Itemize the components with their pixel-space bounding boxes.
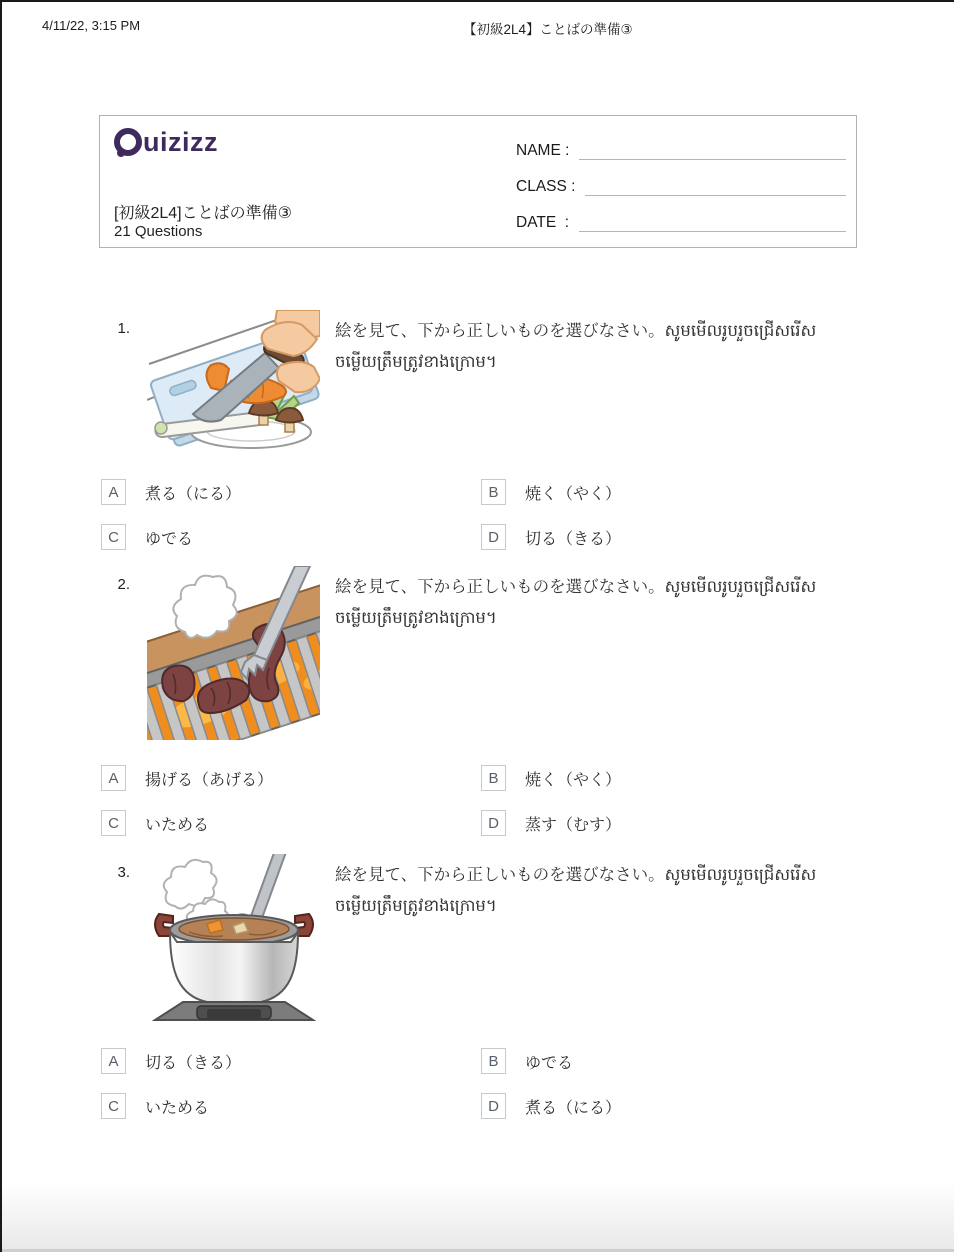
grill-illustration	[147, 566, 320, 745]
field-row-class	[516, 174, 846, 196]
option-label: 切る（きる）	[525, 530, 622, 548]
option-a	[101, 479, 481, 505]
option-letter-box: A	[101, 1048, 126, 1074]
option-label: 揚げる（あげる）	[145, 771, 274, 789]
class-field-underline	[585, 177, 846, 196]
print-timestamp: 4/11/22, 3:15 PM	[42, 18, 141, 33]
option-d	[481, 810, 851, 836]
name-field-label: NAME :	[516, 142, 570, 159]
question-number: 3.	[117, 864, 130, 881]
option-c	[101, 524, 481, 550]
option-d	[481, 1093, 851, 1119]
option-b	[481, 765, 851, 791]
question-prompt: 絵を見て、下から正しいものを選びなさい。សូមមើលរូបរួចជ្រើសរើសចម្លើយត្រឹមត្រូវខាងក្រោម។	[335, 578, 817, 627]
question-2	[2, 564, 954, 852]
option-label: 煮る（にる）	[525, 1099, 622, 1117]
question-count: 21 Questions	[114, 223, 203, 240]
option-letter-box: D	[481, 1093, 506, 1119]
option-letter-box: B	[481, 479, 506, 505]
field-row-name	[516, 138, 846, 160]
option-b	[481, 479, 851, 505]
name-field-underline	[579, 141, 846, 160]
date-field-underline	[579, 213, 846, 232]
option-label: ゆでる	[145, 530, 194, 548]
question-prompt: 絵を見て、下から正しいものを選びなさい。សូមមើលរូបរួចជ្រើសរើសចម្លើយត្រឹមត្រូវខាងក្រោម។	[335, 322, 817, 371]
print-header-title: 【初級2L4】ことばの準備③	[463, 22, 633, 37]
option-label: 煮る（にる）	[145, 485, 242, 503]
option-label: ゆでる	[525, 1054, 574, 1072]
option-letter-box: A	[101, 765, 126, 791]
option-label: いためる	[145, 1099, 210, 1117]
quiz-title: [初級2L4]ことばの準備③	[114, 205, 292, 222]
option-c	[101, 1093, 481, 1119]
question-number: 2.	[117, 576, 130, 593]
option-letter-box: C	[101, 1093, 126, 1119]
option-label: 焼く（やく）	[525, 485, 622, 503]
option-d	[481, 524, 851, 550]
quizizz-q-icon	[114, 128, 142, 156]
options-grid	[101, 479, 851, 550]
option-letter-box: D	[481, 810, 506, 836]
quizizz-logo	[114, 128, 218, 156]
option-letter-box: B	[481, 1048, 506, 1074]
quizizz-logo-text: uizizz	[143, 126, 218, 157]
option-label: いためる	[145, 816, 210, 834]
option-letter-box: C	[101, 524, 126, 550]
field-row-date	[516, 210, 846, 232]
question-1	[2, 308, 954, 564]
page-bottom-shade	[2, 1182, 954, 1252]
option-letter-box: A	[101, 479, 126, 505]
question-3	[2, 852, 954, 1152]
option-label: 切る（きる）	[145, 1054, 242, 1072]
option-a	[101, 1048, 481, 1074]
option-label: 焼く（やく）	[525, 771, 622, 789]
student-fields	[516, 138, 846, 246]
option-letter-box: C	[101, 810, 126, 836]
question-number: 1.	[117, 320, 130, 337]
option-b	[481, 1048, 851, 1074]
option-letter-box: B	[481, 765, 506, 791]
options-grid	[101, 765, 851, 836]
date-field-label: DATE :	[516, 214, 570, 231]
option-letter-box: D	[481, 524, 506, 550]
question-prompt: 絵を見て、下から正しいものを選びなさい。សូមមើលរូបរួចជ្រើសរើសចម្លើយត្រឹមត្រូវខាងក្រោម។	[335, 866, 817, 915]
option-a	[101, 765, 481, 791]
option-c	[101, 810, 481, 836]
cutting-board-illustration	[147, 310, 320, 455]
option-label: 蒸す（むす）	[525, 816, 622, 834]
quiz-info-box	[99, 115, 857, 248]
options-grid	[101, 1048, 851, 1119]
pot-illustration	[147, 854, 320, 1026]
class-field-label: CLASS :	[516, 178, 576, 195]
